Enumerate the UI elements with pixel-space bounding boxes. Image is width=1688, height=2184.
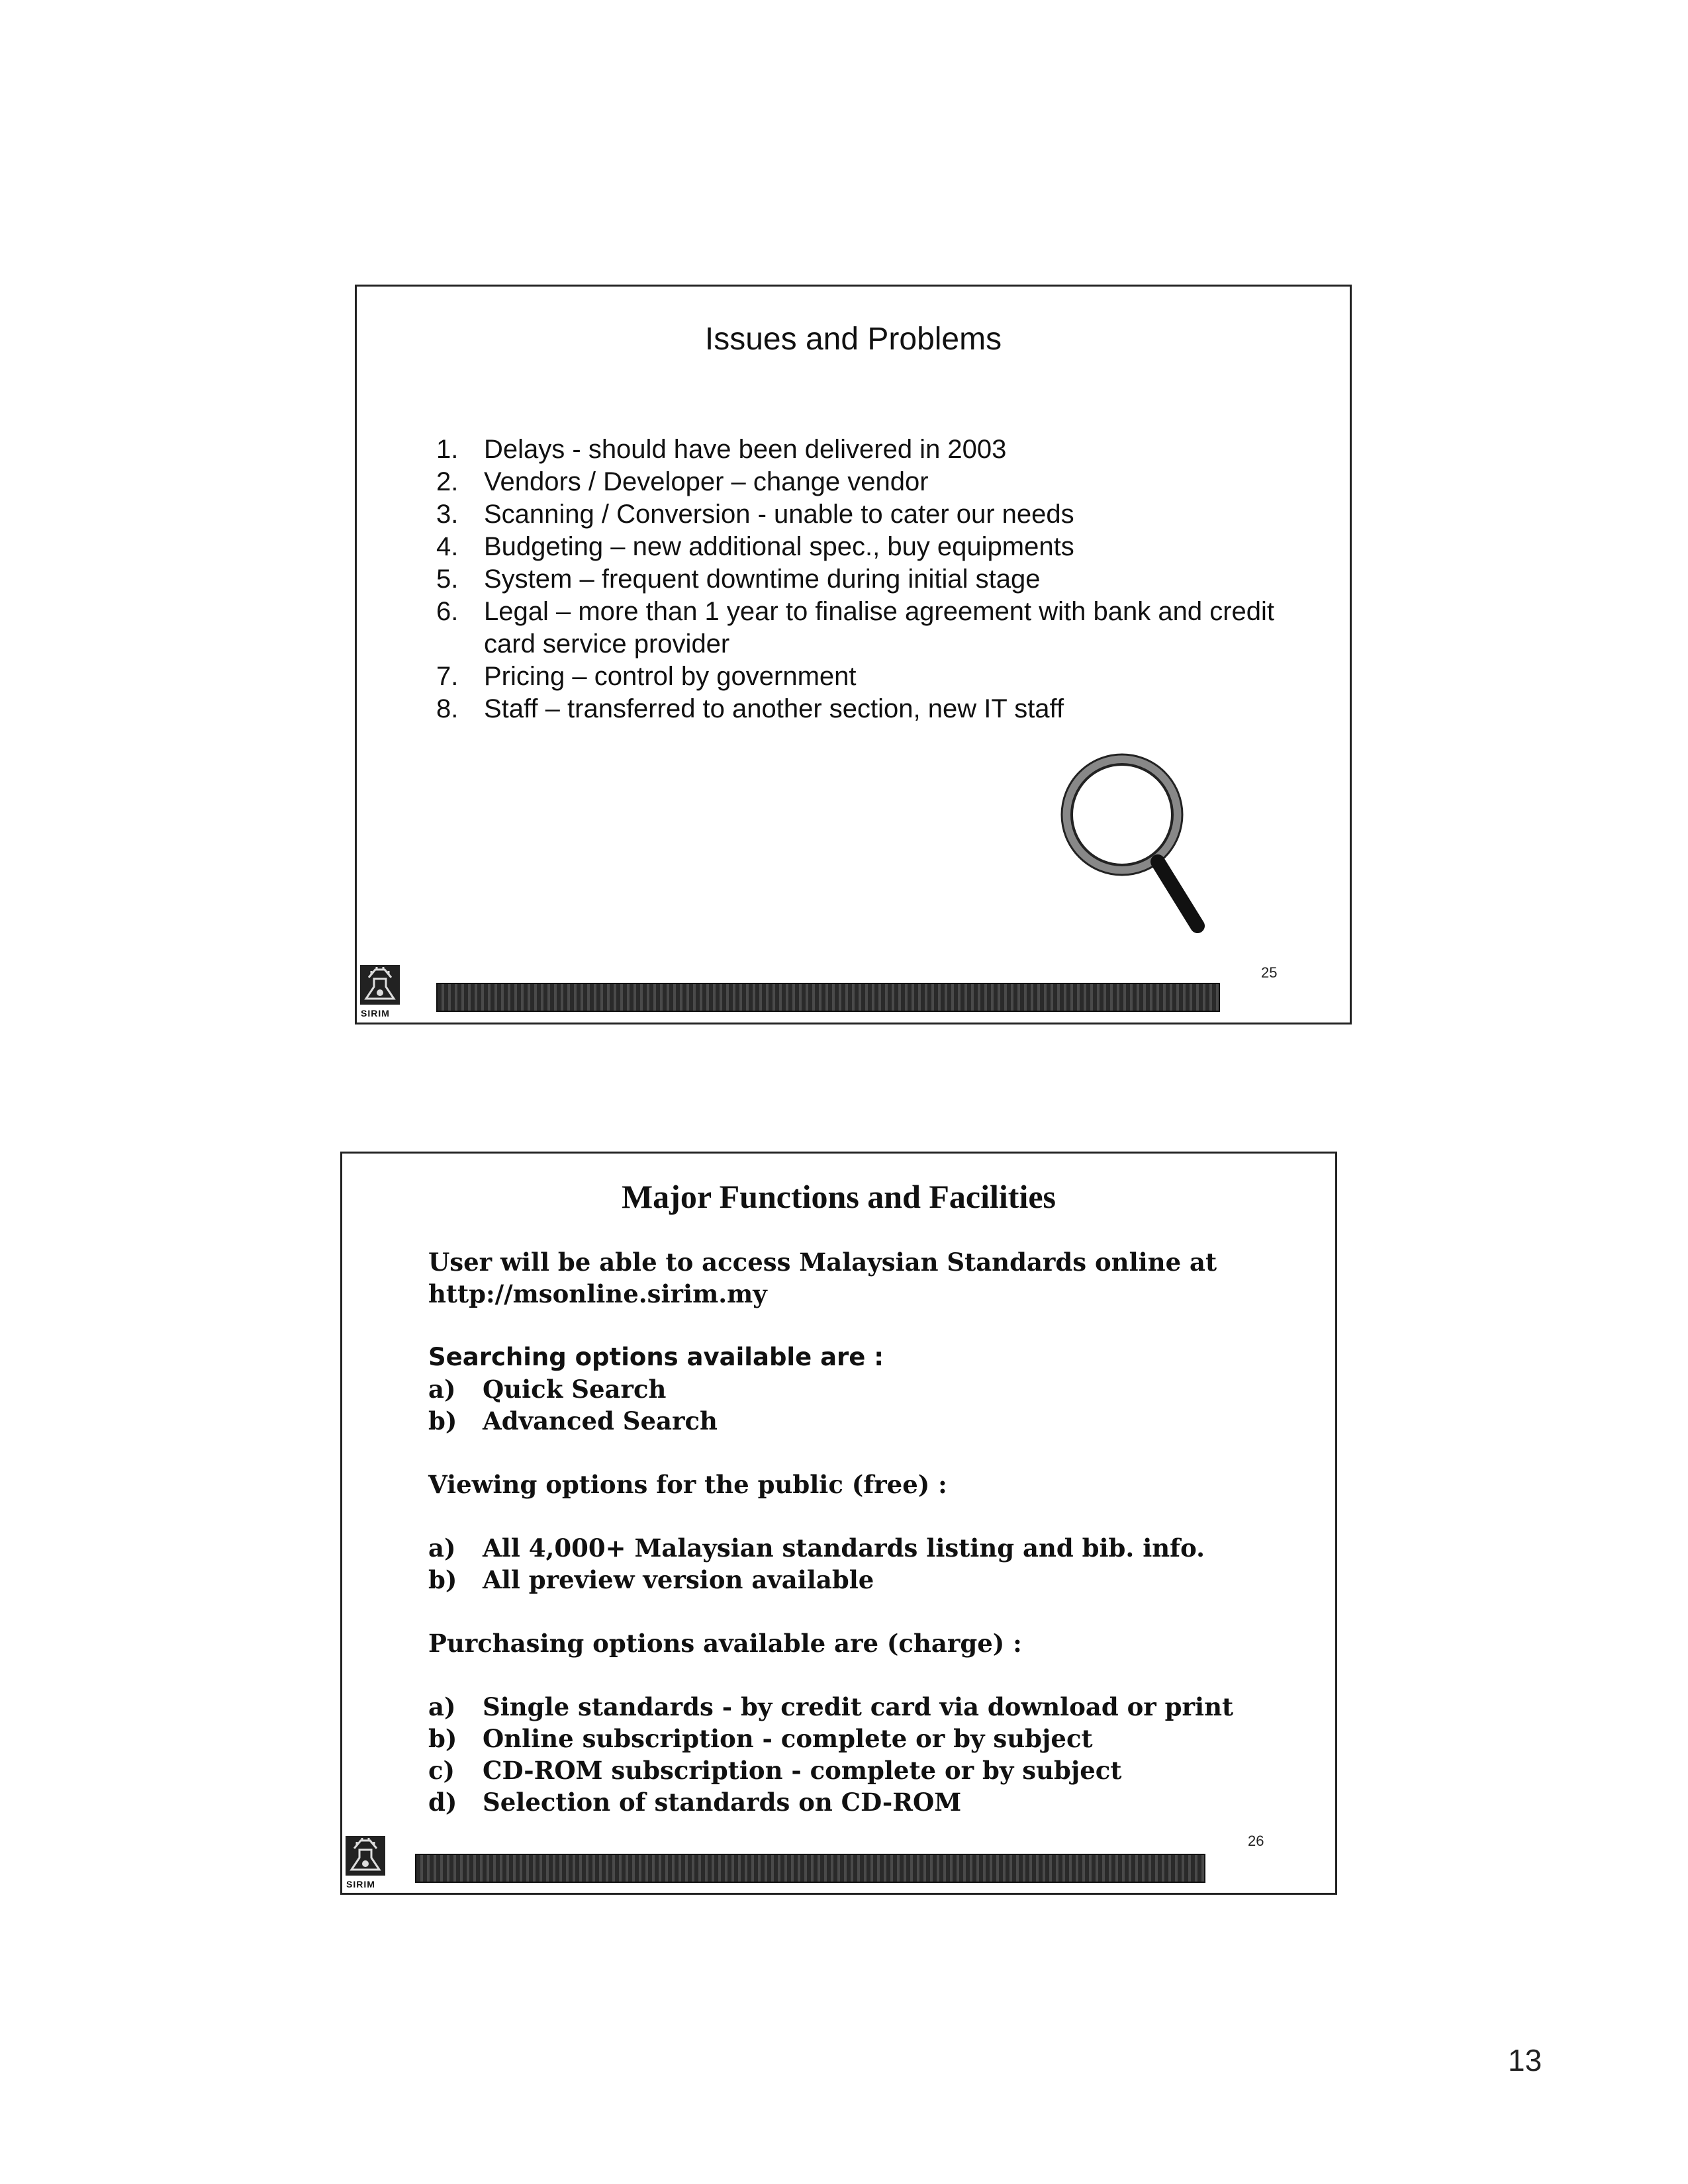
searching-heading: Searching options available are :	[428, 1343, 884, 1371]
list-item: b) Advanced Search	[428, 1406, 718, 1435]
list-item: a) Quick Search	[428, 1375, 667, 1404]
intro-line: User will be able to access Malaysian Standards online at	[428, 1248, 1217, 1277]
slide-title: Major Functions and Facilities	[621, 1178, 1056, 1215]
sirim-logo: SIRIM	[359, 964, 400, 1015]
list-item: 4. Budgeting – new additional spec., buy equipments	[436, 532, 1074, 561]
slide-major-functions	[340, 1152, 1337, 1895]
list-item: 7. Pricing – control by government	[436, 662, 857, 691]
list-item: a) Single standards - by credit card via download or print	[428, 1692, 1234, 1721]
sirim-logo-icon	[359, 964, 400, 1005]
purchasing-heading: Purchasing options available are (charge) :	[428, 1629, 1022, 1658]
list-item: d) Selection of standards on CD-ROM	[428, 1788, 962, 1817]
footer-bar	[436, 983, 1220, 1012]
slide-body	[428, 1246, 1289, 1818]
slide-number: 26	[1248, 1833, 1264, 1849]
list-item: 8. Staff – transferred to another section, new IT staff	[436, 694, 1064, 723]
issues-list	[436, 433, 1298, 725]
footer-bar	[415, 1854, 1205, 1883]
magnifying-glass-icon	[1057, 752, 1216, 938]
list-item: 3. Scanning / Conversion - unable to cater our needs	[436, 500, 1074, 529]
site-url: http://msonline.sirim.my	[428, 1279, 767, 1308]
slide-title: Issues and Problems	[704, 322, 1002, 357]
list-item: b) Online subscription - complete or by subject	[428, 1724, 1093, 1753]
viewing-heading: Viewing options for the public (free) :	[428, 1470, 947, 1499]
list-item: 5. System – frequent downtime during initial stage	[436, 565, 1041, 594]
sirim-logo-icon	[345, 1835, 386, 1876]
list-item: c) CD-ROM subscription - complete or by subject	[428, 1756, 1122, 1785]
list-item: 1. Delays - should have been delivered in 2003	[436, 435, 1007, 464]
slide-number: 25	[1261, 964, 1278, 981]
list-item: a) All 4,000+ Malaysian standards listing and bib. info.	[428, 1533, 1205, 1563]
page-number: 13	[1508, 2043, 1542, 2077]
list-item: 2. Vendors / Developer – change vendor	[436, 467, 929, 496]
list-item: b) All preview version available	[428, 1565, 874, 1594]
list-item: 6. Legal – more than 1 year to finalise agreement with bank and credit card service provider	[436, 597, 1275, 659]
sirim-logo: SIRIM	[345, 1835, 386, 1886]
slide-issues-and-problems	[355, 285, 1352, 1024]
